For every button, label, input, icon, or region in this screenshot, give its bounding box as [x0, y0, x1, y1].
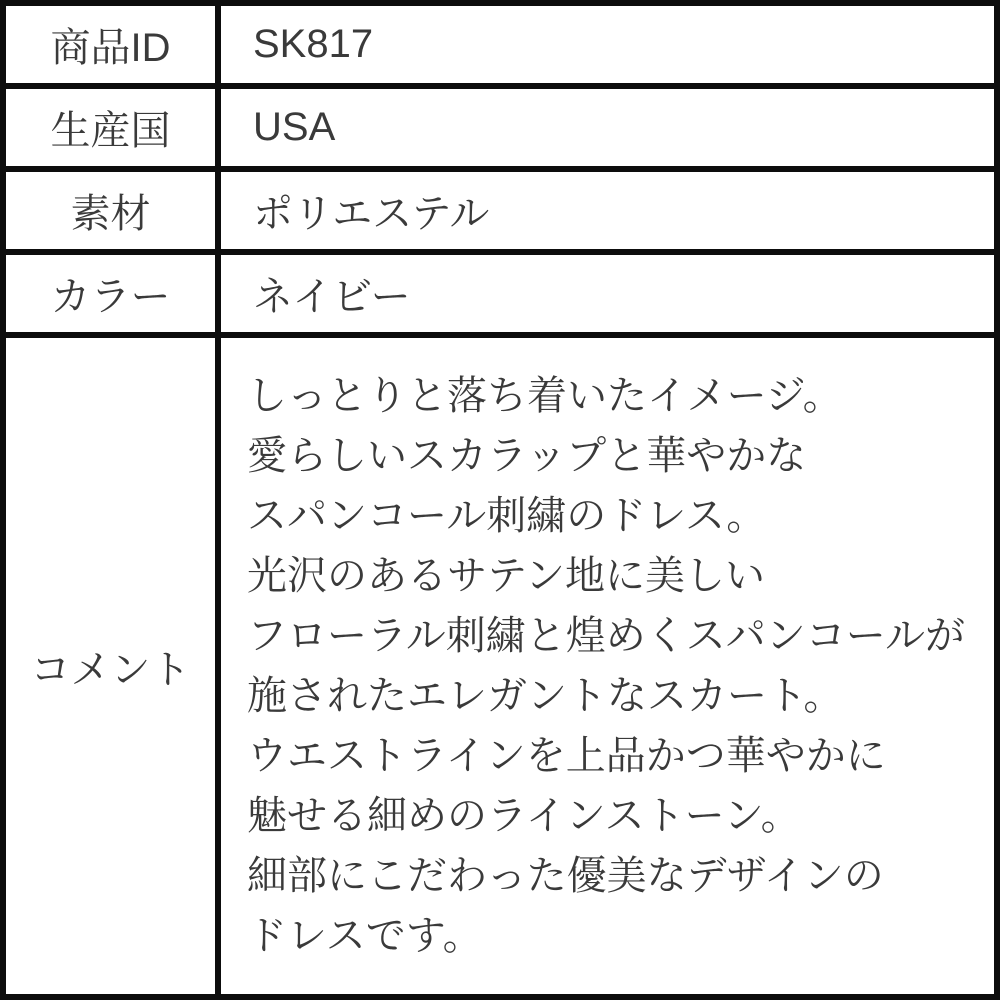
spec-label-material [6, 172, 221, 255]
spec-value-text: SK817 [253, 22, 374, 66]
spec-label-country [6, 89, 221, 172]
spec-label-text: カラー [50, 275, 171, 319]
spec-value-product-id [221, 6, 994, 89]
comment-line: 施されたエレガントなスカート。 [247, 674, 844, 718]
spec-value-color [221, 255, 994, 338]
comment-line: ウエストラインを上品かつ華やかに [247, 734, 886, 778]
spec-label-text: コメント [30, 647, 191, 692]
spec-label-text: 素材 [70, 192, 151, 236]
comment-line: フローラル刺繍と煌めくスパンコールが [247, 614, 965, 658]
spec-label-comment [6, 338, 221, 994]
comment-line: 細部にこだわった優美なデザインの [247, 854, 884, 898]
spec-label-color [6, 255, 221, 338]
comment-line: 魅せる細めのラインストーン。 [247, 794, 801, 838]
comment-line: ドレスです。 [247, 914, 483, 958]
spec-value-country [221, 89, 994, 172]
comment-line: 愛らしいスカラップと華やかな [247, 434, 807, 478]
spec-value-text: ネイビー [253, 275, 411, 319]
spec-value-comment [221, 338, 994, 994]
comment-line: スパンコール刺繍のドレス。 [247, 494, 767, 538]
spec-label-text: 生産国 [50, 109, 171, 153]
spec-value-text: ポリエステル [253, 192, 490, 236]
spec-value-text: USA [253, 105, 336, 149]
spec-label-product-id [6, 6, 221, 89]
spec-label-text: 商品ID [50, 26, 171, 70]
spec-value-material [221, 172, 994, 255]
comment-line: しっとりと落ち着いたイメージ。 [247, 374, 843, 418]
comment-line: 光沢のあるサテン地に美しい [247, 554, 765, 598]
